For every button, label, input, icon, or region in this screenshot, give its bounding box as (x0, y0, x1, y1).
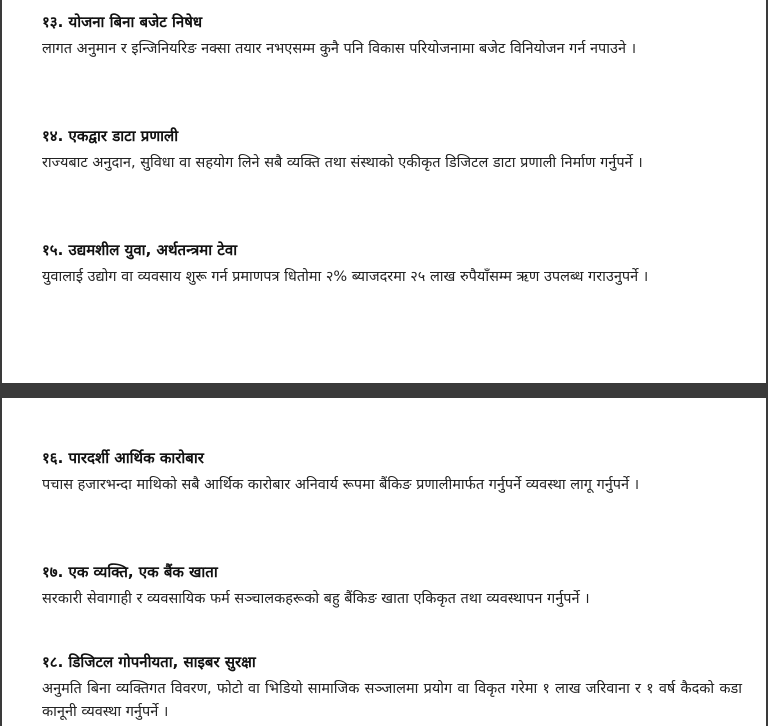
section-heading: १७. एक व्यक्ति, एक बैंक खाता (42, 563, 218, 581)
section-16 (42, 448, 742, 497)
section-body: लागत अनुमान र इन्जिनियरिङ नक्सा तयार नभएसम्म कुनै पनि विकास परियोजनामा बजेट विनियोजन गर्न नपाउने । (42, 41, 637, 57)
section-heading: १६. पारदर्शी आर्थिक कारोबार (42, 449, 204, 467)
section-13 (42, 12, 742, 61)
section-body: अनुमति बिना व्यक्तिगत विवरण, फोटो वा भिडियो सामाजिक सञ्जालमा प्रयोग वा विकृत गरेमा १ लाख जरिवाना र १ वर्ष कैदको कडा कानूनी व्यवस्था गर्नुपर्ने । (42, 681, 742, 720)
section-heading: १३. योजना बिना बजेट निषेध (42, 13, 203, 31)
document-page-bottom (0, 398, 768, 726)
section-14 (42, 126, 742, 175)
section-body: युवालाई उद्योग वा व्यवसाय शुरू गर्न प्रमाणपत्र धितोमा २% ब्याजदरमा २५ लाख रुपैयाँसम्म ऋण उपलब्ध गराउनुपर्ने । (42, 269, 649, 285)
section-body: सरकारी सेवागाही र व्यवसायिक फर्म सञ्चालकहरूको बहु बैंकिङ खाता एकिकृत तथा व्यवस्थापन गर्नुपर्ने । (42, 591, 590, 607)
section-body: राज्यबाट अनुदान, सुविधा वा सहयोग लिने सबै व्यक्ति तथा संस्थाको एकीकृत डिजिटल डाटा प्रणाली निर्माण गर्नुपर्ने । (42, 155, 643, 171)
section-18 (42, 652, 742, 724)
section-heading: १४. एकद्वार डाटा प्रणाली (42, 127, 179, 145)
section-body: पचास हजारभन्दा माथिको सबै आर्थिक कारोबार अनिवार्य रूपमा बैंकिङ प्रणालीमार्फत गर्नुपर्ने व्यवस्था लागू गर्नुपर्ने । (42, 477, 640, 493)
page-separator (0, 383, 768, 398)
section-17 (42, 562, 742, 611)
section-heading: १८. डिजिटल गोपनीयता, साइबर सुरक्षा (42, 653, 256, 671)
section-heading: १५. उद्यमशील युवा, अर्थतन्त्रमा टेवा (42, 241, 238, 259)
section-15 (42, 240, 742, 289)
